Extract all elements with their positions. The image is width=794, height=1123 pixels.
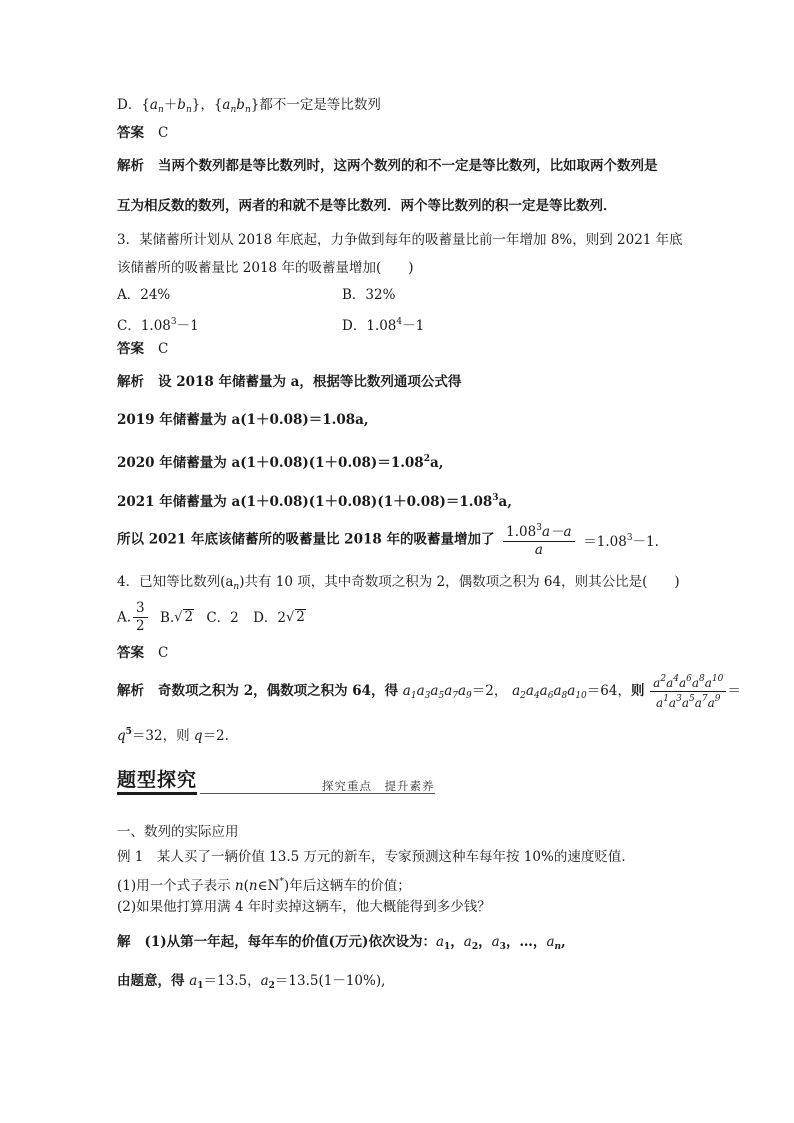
- year-2020-tail: a,: [429, 455, 444, 471]
- solution-line2: 由题意，得 $a_1=13.5$，$a_2=13.5(1-10\%)$,: [117, 973, 386, 991]
- example-text: 例 1 某人买了一辆价值 13.5 万元的新车，专家预测这种车每年按 10%的速度贬值．: [117, 849, 635, 865]
- analysis-text: 互为相反数的数列，两者的和就不是等比数列．两个等比数列的积一定是等比数列．: [117, 198, 617, 214]
- option-d-base: D．1.08: [342, 318, 397, 334]
- answer-value: C: [158, 125, 169, 141]
- answer-label: 答案: [117, 125, 144, 141]
- example-sub2: [117, 898, 491, 916]
- fraction-numerator: [503, 520, 574, 542]
- q2-analysis-line1: [117, 157, 658, 175]
- odd-product: $a_1a_3a_5a_7a_9$: [402, 683, 472, 701]
- q3-conclusion: [117, 520, 659, 559]
- q3-year-2019: [117, 411, 369, 429]
- q3-stem: 该储蓄所的吸蓄量比 2018 年的吸蓄量增加( ): [117, 260, 414, 276]
- answer-label: 答案: [117, 645, 144, 661]
- q4-answer: [117, 644, 168, 662]
- option-c-tail: －1: [176, 318, 199, 334]
- q3-stem: 3．某储蓄所计划从 2018 年底起，力争做到每年的吸蓄量比前一年增加 8%，则到 2021 年底: [117, 232, 683, 248]
- q3-stem-line2: [117, 259, 413, 277]
- fraction: [503, 520, 574, 559]
- q3-analysis-line1: [117, 373, 461, 391]
- q4-stem-text: 4．已知等比数列(a: [117, 574, 234, 590]
- sqrt-icon: √ 2: [285, 609, 305, 625]
- year-2019-text: 2019 年储蓄量为 a(1＋0.08)＝1.08a,: [117, 412, 369, 428]
- section-header: [117, 770, 435, 796]
- num-tail: a－a: [541, 524, 572, 540]
- example-1: [117, 848, 635, 866]
- q3-answer: [117, 340, 168, 358]
- result-exp: 3: [626, 532, 633, 543]
- q3-year-2021: [117, 489, 512, 511]
- year-2021-tail: a,: [498, 494, 512, 510]
- option-c: C．2: [206, 609, 239, 626]
- option-a-label: A.: [117, 609, 132, 626]
- year-2020-exp: 2: [423, 454, 430, 464]
- option-b: B．32%: [342, 287, 396, 303]
- option-a-fraction: [133, 600, 148, 635]
- num-exp: 3: [536, 523, 542, 533]
- q3-stem-line1: [117, 231, 683, 249]
- analysis-label: 解析: [117, 683, 144, 699]
- answer-value: C: [158, 645, 169, 661]
- year-2021-text: 2021 年储蓄量为 a(1＋0.08)(1＋0.08)(1＋0.08)＝1.08: [117, 494, 493, 510]
- analysis-label: 解析: [117, 374, 144, 390]
- fraction-denominator: a: [534, 542, 543, 558]
- year-2021-exp: 3: [492, 493, 499, 503]
- conclusion-text: 所以 2021 年底该储蓄所的吸蓄量比 2018 年的吸蓄量增加了: [117, 531, 495, 548]
- q4-analysis-line1: 解析 奇数项之积为 2，偶数项之积为 64，得 $a_1a_3a_5a_7a_9=2$， $a_2a_4a_6a_8a_{10}=64$，则 $\frac{a^2a^4a^6a^8a^{10}}{a^1a^3a^5a^7a^9}$ ＝: [117, 674, 741, 710]
- q3-year-2020: [117, 450, 443, 472]
- option-c-exp: 3: [170, 317, 177, 327]
- q4-stem: [117, 573, 680, 596]
- q2-answer: [117, 124, 168, 142]
- option-d-tail: －1: [402, 318, 425, 334]
- option-b-label: B.: [159, 609, 175, 626]
- q3-option-b: [342, 286, 395, 304]
- option-c-base: C．1.08: [117, 318, 171, 334]
- year-2020-text: 2020 年储蓄量为 a(1＋0.08)(1＋0.08)＝1.08: [117, 455, 424, 471]
- option-d-label: D．: [117, 97, 142, 113]
- num-base: 1.08: [506, 524, 537, 540]
- q3-option-c: [117, 313, 199, 335]
- q4-stem-sub: n: [233, 582, 240, 592]
- section-title: 题型探究: [117, 770, 197, 795]
- option-a: A．24%: [117, 287, 171, 303]
- heading-text: 一、数列的实际应用: [117, 824, 239, 840]
- sqrt-icon: √ 2: [174, 609, 194, 625]
- option-a-num: 3: [133, 600, 148, 618]
- option-d-radicand: 2: [296, 609, 305, 625]
- q4-options: [117, 598, 306, 636]
- result-base: ＝1.08: [583, 533, 627, 550]
- q3-option-d: [342, 313, 424, 335]
- q4-stem-tail: )共有 10 项，其中奇数项之积为 2，偶数项之积为 64，则其公比是( ): [239, 574, 680, 590]
- analysis-text: 当两个数列都是等比数列时，这两个数列的和不一定是等比数列，比如取两个数列是: [158, 158, 658, 174]
- solution-label: 解: [117, 934, 131, 950]
- option-d-line: D．$\{a_n+b_n\}$，$\{a_nb_n\}$都不一定是等比数列: [117, 97, 381, 115]
- part1-heading: [117, 823, 239, 841]
- even-product: $a_2a_4a_6a_8a_{10}$: [512, 683, 587, 701]
- ratio-fraction: $\frac{a^2a^4a^6a^8a^{10}}{a^1a^3a^5a^7a^9}$: [650, 672, 726, 711]
- equals-sign: ＝: [727, 683, 741, 699]
- option-d-exp: 4: [396, 317, 403, 327]
- analysis-text: 奇数项之积为 2，偶数项之积为 64，得: [158, 683, 399, 699]
- q2-analysis-line2: [117, 197, 617, 215]
- q3-options-ab: [117, 286, 170, 304]
- analysis-label: 解析: [117, 158, 144, 174]
- solution-line1: 解 (1)从第一年起，每年车的价值(万元)依次设为：$a_1$，$a_2$，$a_3$，…，$a_n$,: [117, 934, 566, 952]
- sub2-text: (2)如果他打算用满 4 年时卖掉这辆车，他大概能得到多少钱？: [117, 899, 491, 915]
- example-sub1: (1)用一个式子表示 n(n∈N*)年后这辆车的价值；: [117, 877, 411, 894]
- answer-value: C: [158, 341, 169, 357]
- then-text: 则: [630, 683, 645, 699]
- analysis-text: 设 2018 年储蓄量为 a，根据等比数列通项公式得: [158, 374, 462, 390]
- option-a-den: 2: [136, 618, 145, 634]
- option-d-label: D．2: [253, 609, 286, 626]
- section-subtitle: 探究重点 提升素养: [322, 779, 435, 793]
- q4-analysis-line2: $q^5=32$，则 q＝2.: [117, 727, 229, 744]
- answer-label: 答案: [117, 341, 144, 357]
- option-b-radicand: 2: [184, 609, 194, 625]
- option-d-text: 都不一定是等比数列: [259, 97, 381, 113]
- result-tail: －1.: [632, 533, 659, 550]
